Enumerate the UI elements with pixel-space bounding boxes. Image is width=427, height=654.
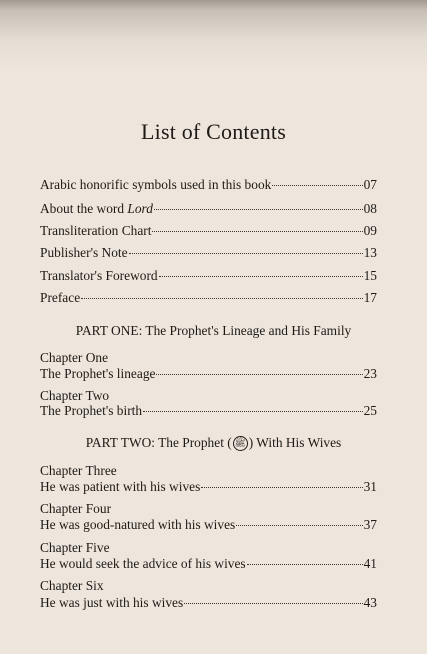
part-heading bbox=[0, 435, 427, 451]
toc-entry bbox=[40, 223, 377, 239]
toc-entry bbox=[40, 556, 377, 572]
part-heading: PART ONE: The Prophet's Lineage and His Family bbox=[75, 323, 352, 338]
dot-leader bbox=[81, 298, 362, 299]
toc-entry bbox=[40, 201, 377, 217]
chapter-number: Chapter One bbox=[40, 350, 109, 365]
toc-entry-label: Transliteration Chart bbox=[40, 223, 152, 238]
toc-entry-label: Publisher's Note bbox=[40, 245, 128, 260]
dot-leader bbox=[159, 276, 363, 277]
toc-entry-page: 41 bbox=[363, 556, 377, 571]
salutation-symbol: ﷺ bbox=[233, 436, 248, 451]
dot-leader bbox=[184, 603, 362, 604]
toc-entry bbox=[40, 290, 377, 306]
toc-entry-page: 25 bbox=[363, 403, 377, 418]
toc-entry bbox=[40, 366, 377, 382]
toc-entry bbox=[40, 245, 377, 261]
part-heading-text: ) With His Wives bbox=[248, 435, 342, 450]
dot-leader bbox=[152, 231, 362, 232]
toc-entry-label: Arabic honorific symbols used in this book bbox=[40, 177, 272, 192]
toc-entry-label: He was good-natured with his wives bbox=[40, 517, 236, 532]
dot-leader bbox=[236, 525, 362, 526]
toc-entry-label: He was just with his wives bbox=[40, 595, 184, 610]
dot-leader bbox=[156, 374, 362, 375]
toc-entry-page: 23 bbox=[363, 366, 377, 381]
toc-entry bbox=[40, 517, 377, 533]
toc-entry-page: 43 bbox=[363, 595, 377, 610]
chapter-number: Chapter Three bbox=[40, 463, 117, 478]
toc-entry bbox=[40, 403, 377, 419]
dot-leader bbox=[154, 209, 363, 210]
toc-entry-page: 31 bbox=[363, 479, 377, 494]
toc-entry-label-text: About the word bbox=[40, 201, 128, 216]
dot-leader bbox=[272, 185, 362, 186]
toc-entry-page: 08 bbox=[363, 201, 377, 216]
toc-entry-label: Translator's Foreword bbox=[40, 268, 158, 283]
toc-entry-label: Preface bbox=[40, 290, 81, 305]
toc-entry-page: 07 bbox=[363, 177, 377, 192]
toc-entry-page: 37 bbox=[363, 517, 377, 532]
dot-leader bbox=[129, 253, 363, 254]
toc-entry bbox=[40, 177, 377, 193]
toc-entry-page: 09 bbox=[363, 223, 377, 238]
chapter-number: Chapter Five bbox=[40, 540, 110, 555]
page-title: List of Contents bbox=[141, 119, 286, 144]
toc-entry-page: 17 bbox=[363, 290, 377, 305]
toc-entry bbox=[40, 479, 377, 495]
toc-entry-label: The Prophet's birth bbox=[40, 403, 143, 418]
dot-leader bbox=[143, 411, 363, 412]
dot-leader bbox=[201, 487, 362, 488]
toc-entry-page: 13 bbox=[363, 245, 377, 260]
toc-entry-label: He would seek the advice of his wives bbox=[40, 556, 246, 571]
dot-leader bbox=[247, 564, 363, 565]
toc-entry bbox=[40, 595, 377, 611]
toc-entry-label bbox=[40, 201, 153, 217]
chapter-number: Chapter Six bbox=[40, 578, 104, 593]
chapter-number: Chapter Two bbox=[40, 388, 110, 403]
toc-entry-label-italic: Lord bbox=[127, 201, 153, 216]
page-edge-shadow bbox=[0, 0, 427, 70]
toc-entry-label: The Prophet's lineage bbox=[40, 366, 156, 381]
toc-entry-page: 15 bbox=[363, 268, 377, 283]
toc-entry bbox=[40, 268, 377, 284]
toc-entry-label: He was patient with his wives bbox=[40, 479, 201, 494]
chapter-number: Chapter Four bbox=[40, 501, 112, 516]
part-heading-text: PART TWO: The Prophet ( bbox=[85, 435, 232, 450]
